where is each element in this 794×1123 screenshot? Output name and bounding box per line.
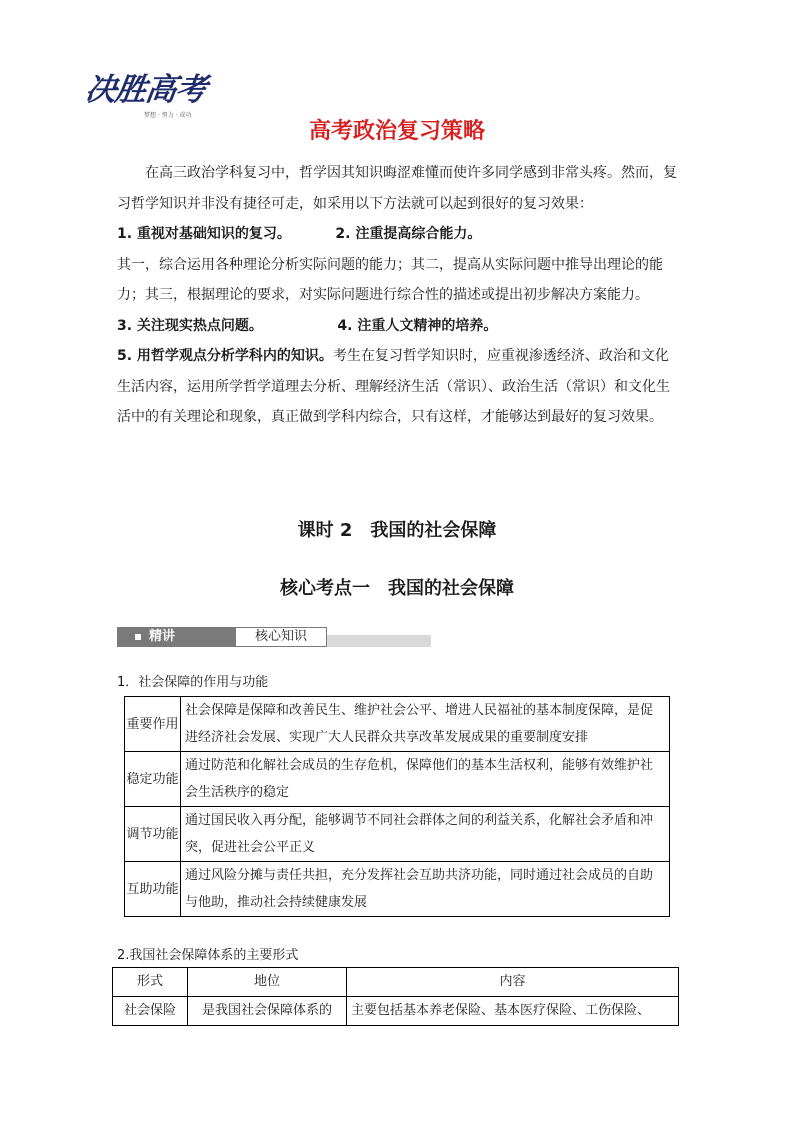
table-cell: 是我国社会保障体系的 bbox=[188, 997, 347, 1026]
tip-1: 1. 重视对基础知识的复习。 bbox=[117, 226, 291, 242]
forms-table bbox=[112, 967, 679, 1026]
function-table bbox=[124, 696, 670, 917]
section-bar bbox=[117, 627, 431, 651]
table-row bbox=[125, 697, 670, 752]
table-value: 通过国民收入再分配，能够调节不同社会群体之间的利益关系，化解社会矛盾和冲突，促进社会公平正义 bbox=[181, 807, 670, 862]
tip-3: 3. 关注现实热点问题。 bbox=[117, 317, 263, 334]
intro-paragraph bbox=[117, 158, 682, 433]
table-row bbox=[125, 752, 670, 807]
table-key: 重要作用 bbox=[125, 697, 181, 752]
tip-5-paragraph bbox=[117, 341, 682, 433]
section-bar-light: 核心知识 bbox=[235, 627, 327, 647]
tip-2: 2. 注重提高综合能力。 bbox=[335, 226, 482, 242]
table-key: 调节功能 bbox=[125, 807, 181, 862]
logo-text: 决胜高考 bbox=[82, 72, 209, 108]
table-header: 地位 bbox=[188, 968, 347, 997]
table-value: 社会保障是保障和改善民生、维护社会公平、增进人民福祉的基本制度保障，是促进经济社会发展、实现广大人民群众共享改革发展成果的重要制度安排 bbox=[181, 697, 670, 752]
logo-subtitle: 梦想 · 努力 · 成功 bbox=[144, 112, 192, 119]
tips-row-2 bbox=[117, 311, 682, 342]
table-value: 通过风险分摊与责任共担，充分发挥社会互助共济功能，同时通过社会成员的自助与他助，推动社会持续健康发展 bbox=[181, 862, 670, 917]
table-row bbox=[125, 807, 670, 862]
intro-text: 在高三政治学科复习中，哲学因其知识晦涩难懂而使许多同学感到非常头疼。然而，复习哲学知识并非没有捷径可走，如采用以下方法就可以起到很好的复习效果： bbox=[117, 165, 677, 212]
table-cell: 社会保险 bbox=[113, 997, 188, 1026]
core-point-heading: 核心考点一 我国的社会保障 bbox=[280, 578, 514, 599]
document-title: 高考政治复习策略 bbox=[308, 119, 485, 144]
section-bar-dark-label: 精讲 bbox=[149, 629, 176, 644]
table-cell: 主要包括基本养老保险、基本医疗保险、工伤保险、 bbox=[347, 997, 679, 1026]
tip-5: 5. 用哲学观点分析学科内的知识。 bbox=[117, 348, 333, 364]
table-value: 通过防范和化解社会成员的生存危机，保障他们的基本生活权利，能够有效维护社会生活秩序的稳定 bbox=[181, 752, 670, 807]
section-bar-dark bbox=[117, 627, 235, 647]
section-1-heading: 1．社会保障的作用与功能 bbox=[117, 675, 269, 690]
table-row bbox=[113, 997, 679, 1026]
tip-5-detail: 考生在复习哲学知识时，应重视渗透经济、政治和文化生活内容，运用所学哲学道理去分析、理解经济生活（常识）、政治生活（常识）和文化生活中的有关理论和现象，真正做到学科内综合，只有这样，才能够达到最好的复习效果。 bbox=[117, 348, 670, 425]
table-key: 互助功能 bbox=[125, 862, 181, 917]
section-2-heading: 2.我国社会保障体系的主要形式 bbox=[117, 948, 299, 963]
tips-row-1 bbox=[117, 219, 682, 250]
table-header: 内容 bbox=[347, 968, 679, 997]
table-row bbox=[125, 862, 670, 917]
table-header: 形式 bbox=[113, 968, 188, 997]
tip-2-detail: 其一，综合运用各种理论分析实际问题的能力；其二，提高从实际问题中推导出理论的能力；其三，根据理论的要求，对实际问题进行综合性的描述或提出初步解决方案能力。 bbox=[117, 256, 663, 303]
table-header-row bbox=[113, 968, 679, 997]
square-icon bbox=[135, 634, 141, 640]
tip-4: 4. 注重人文精神的培养。 bbox=[337, 317, 498, 334]
table-key: 稳定功能 bbox=[125, 752, 181, 807]
lesson-heading: 课时 2 我国的社会保障 bbox=[297, 520, 497, 541]
